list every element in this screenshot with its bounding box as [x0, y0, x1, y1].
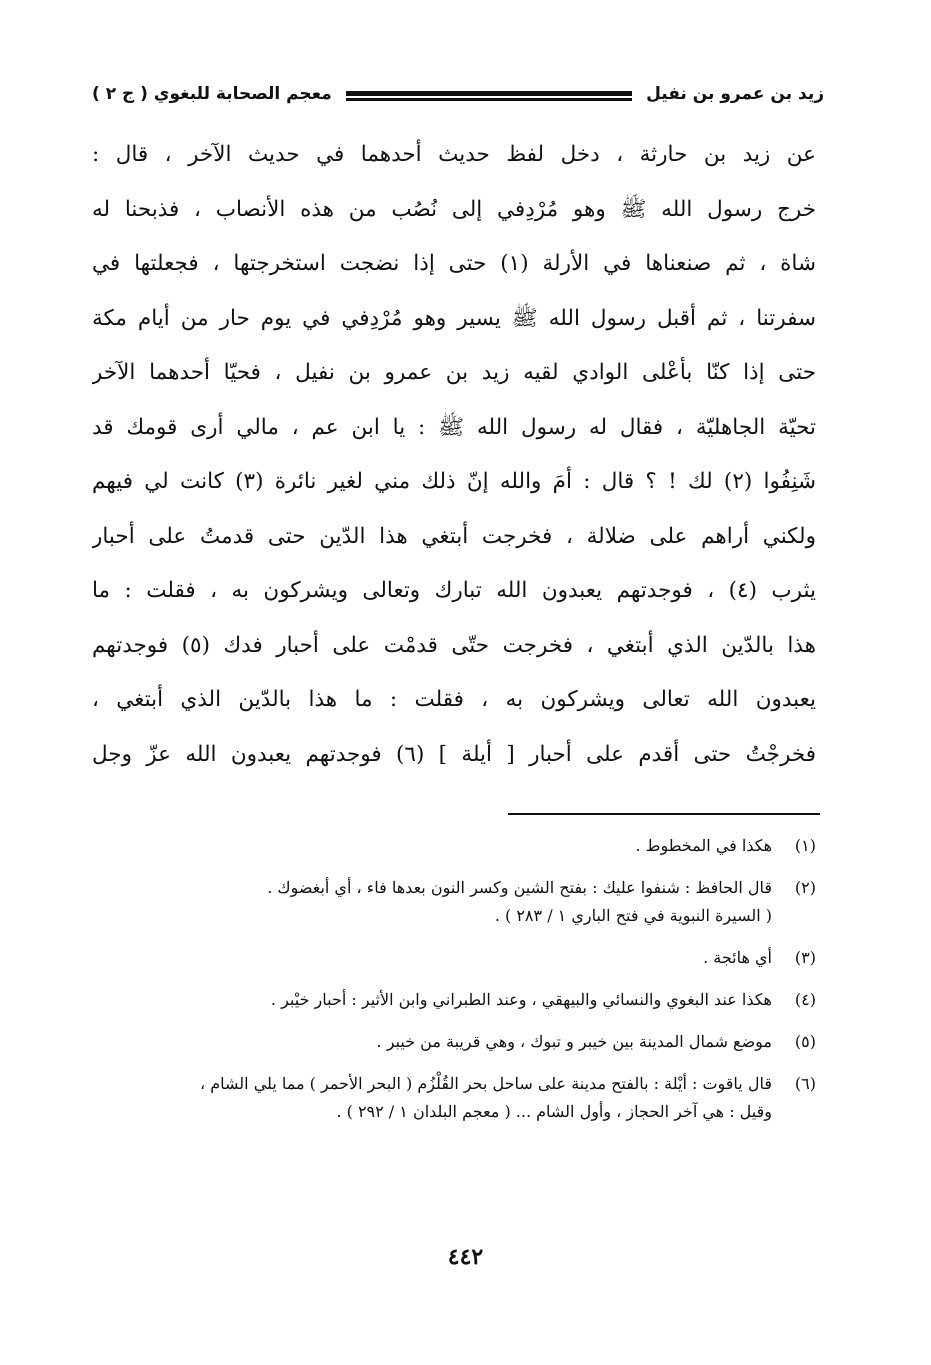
body-line: عن زيد بن حارثة ، دخل لفظ حديث أحدهما في حديث الآخر ، قال :: [92, 142, 816, 167]
body-line: يثرب (٤) ، فوجدتهم يعبدون الله تبارك وتعالى ويشركون به ، فقلت : ما: [92, 578, 816, 603]
footnote: [92, 1028, 816, 1056]
footnotes: [92, 832, 816, 1140]
footnote-number: (٦): [794, 1074, 816, 1093]
footnote-text: موضع شمال المدينة بين خيبر و تبوك ، وهي قريبة من خيبر .: [376, 1032, 772, 1051]
footnote-number: (٢): [794, 878, 816, 897]
footnote-text: قال ياقوت : أيْلة : بالفتح مدينة على ساحل بحر القُلْزُم ( البحر الأحمر ) مما يلي الشام ،: [199, 1074, 772, 1093]
footnote-separator: [508, 813, 820, 815]
body-line: ولكني أراهم على ضلالة ، فخرجت أبتغي هذا الدّين حتى قدمتُ على أحبار: [92, 523, 816, 549]
footnote: [92, 874, 816, 930]
footnote: [92, 1070, 816, 1126]
running-header: [92, 72, 824, 116]
body-line: تحيّة الجاهليّة ، فقال له رسول الله ﷺ : يا ابن عم ، مالي أرى قومك قد: [92, 414, 816, 440]
footnote-number: (٣): [794, 948, 816, 967]
body-line: شَنِفُوا (٢) لك ! ؟ قال : أمَ والله إنّ ذلك مني لغير نائرة (٣) كانت لي فيهم: [92, 469, 816, 494]
footnote-text: هكذا في المخطوط .: [635, 836, 772, 855]
body-line: خرج رسول الله ﷺ وهو مُرْدِفي إلى نُصُب من هذه الأنصاب ، فذبحنا له: [92, 196, 816, 222]
header-book-title: معجم الصحابة للبغوي ( ج ٢ ): [92, 84, 332, 104]
footnote-text: ( السيرة النبوية في فتح الباري ١ / ٢٨٣ ) .: [494, 906, 772, 925]
footnote-number: (٥): [794, 1032, 816, 1051]
footnote: [92, 986, 816, 1014]
footnote-number: (١): [794, 836, 816, 855]
body-line: شاة ، ثم صنعناها في الأرلة (١) حتى إذا نضجت استخرجتها ، فجعلتها في: [92, 251, 816, 276]
footnote: [92, 832, 816, 860]
body-line: فخرجْتُ حتى أقدم على أحبار [ أيلة ] (٦) فوجدتهم يعبدون الله عزّ وجل: [92, 741, 816, 767]
body-line: حتى إذا كنّا بأعْلى الوادي لقيه زيد بن عمرو بن نفيل ، فحيّا أحدهما الآخر: [92, 360, 816, 385]
body-line: يعبدون الله تعالى ويشركون به ، فقلت : ما هذا بالدّين الذي أبتغي ،: [92, 687, 816, 712]
main-text: [92, 128, 816, 782]
footnote-text: قال الحافظ : شنفوا عليك : بفتح الشين وكسر النون بعدها فاء ، أي أبغضوك .: [267, 878, 772, 897]
footnote-text: أي هائجة .: [703, 948, 772, 967]
body-line: هذا بالدّين الذي أبتغي ، فخرجت حتّى قدمْت على أحبار فدك (٥) فوجدتهم: [92, 632, 816, 658]
footnote: [92, 944, 816, 972]
footnote-number: (٤): [794, 990, 816, 1009]
page-number: ٤٤٢: [447, 1244, 484, 1270]
footnote-text: هكذا عند البغوي والنسائي والبيهقي ، وعند الطبراني وابن الأثير : أحبار خيْبر .: [270, 990, 772, 1009]
header-rule: [346, 91, 632, 98]
header-entry-title: زيد بن عمرو بن نفيل: [646, 84, 824, 104]
body-line: سفرتنا ، ثم أقبل رسول الله ﷺ يسير وهو مُرْدِفي في يوم حار من أيام مكة: [92, 305, 816, 331]
footnote-text: وقيل : هي آخر الحجاز ، وأول الشام ... ( معجم البلدان ١ / ٢٩٢ ) .: [336, 1102, 772, 1121]
